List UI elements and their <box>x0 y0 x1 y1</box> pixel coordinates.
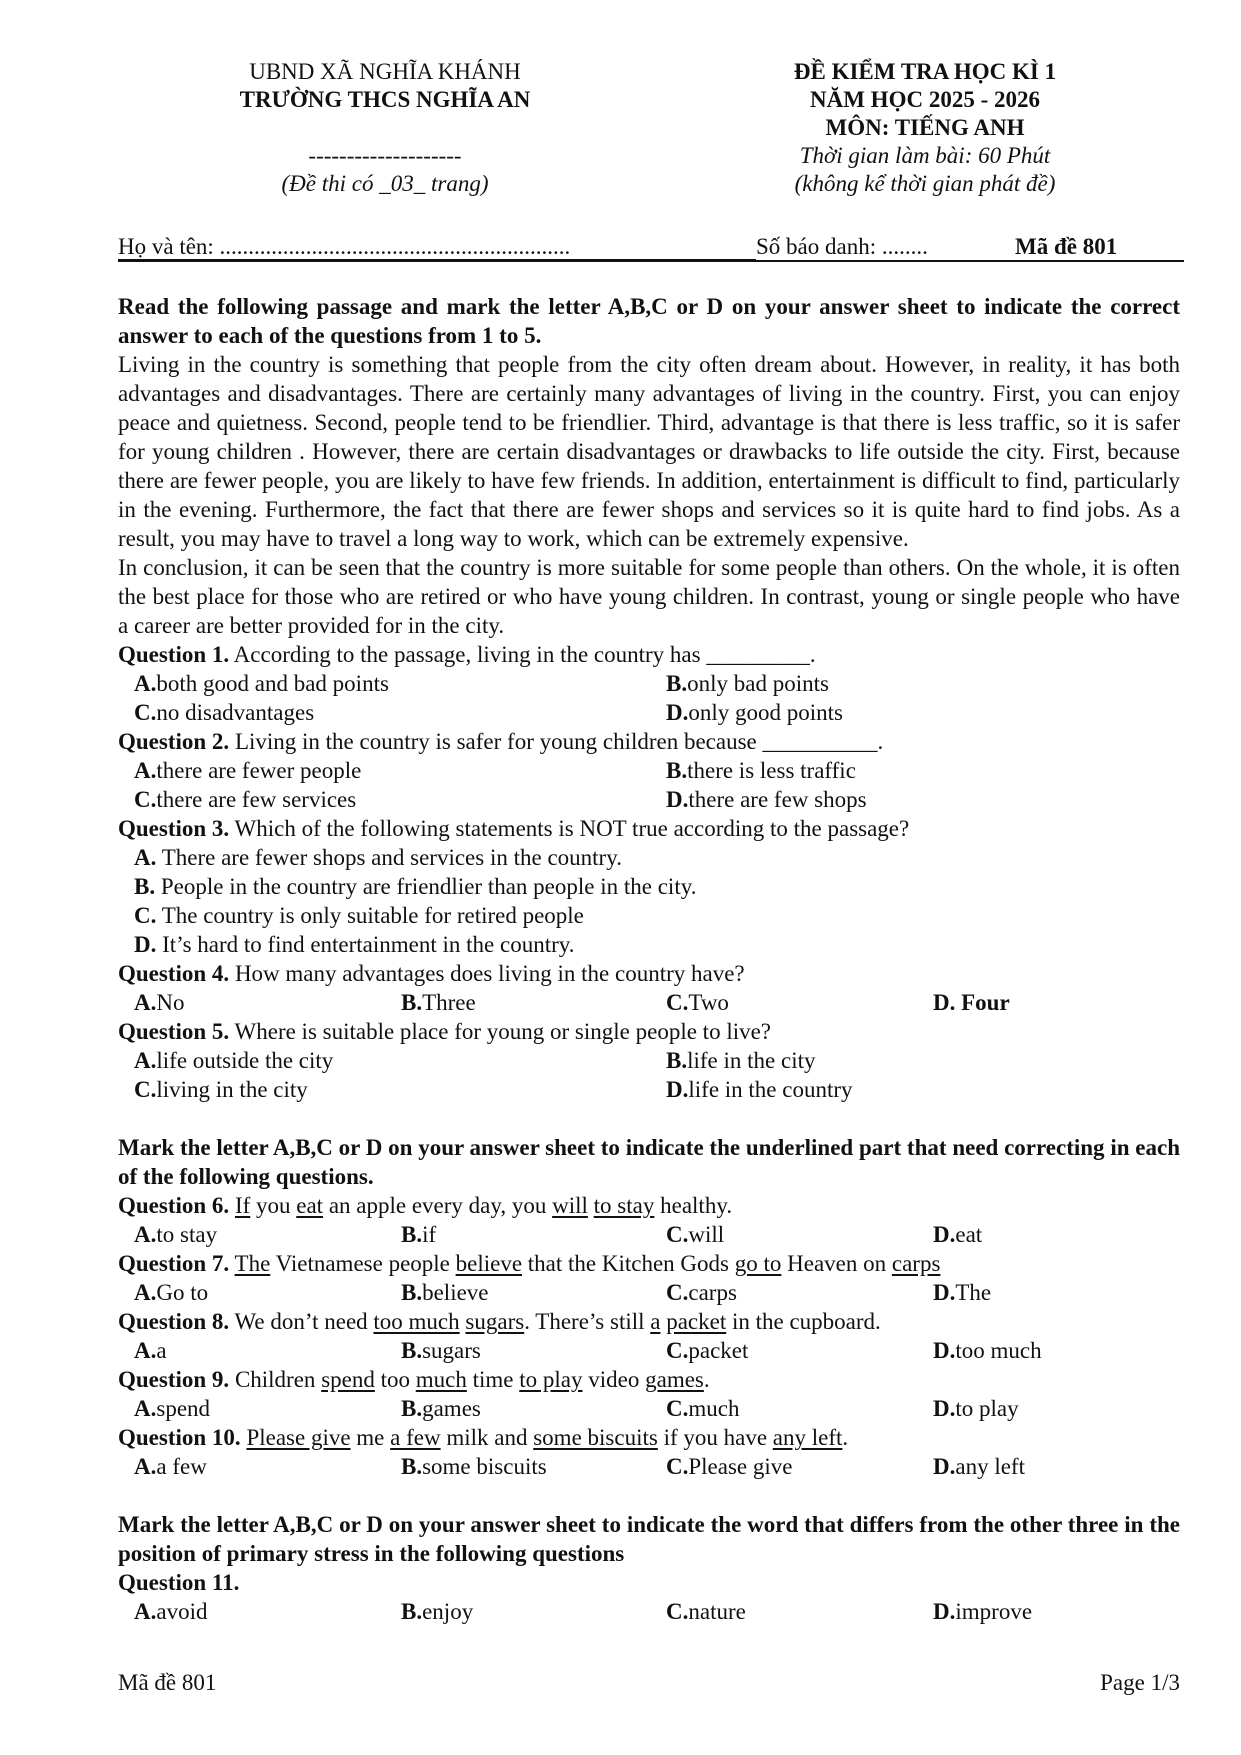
subject: MÔN: TIẾNG ANH <box>825 115 1025 140</box>
school-name: TRƯỜNG THCS NGHĨA AN <box>239 87 531 112</box>
question-10: Question 10. Please give me a few milk and some biscuits if you have any left. <box>118 1425 849 1450</box>
option-b: B. there is less traffic <box>666 758 856 783</box>
option-d: D. improve <box>933 1599 1033 1624</box>
question-6: Question 6. If you eat an apple every day, you will to stay healthy. <box>118 1193 733 1218</box>
option-b: B. life in the city <box>666 1048 816 1073</box>
question-3: Question 3. Which of the following statements is NOT true according to the passage? <box>118 816 910 841</box>
question-2-options-row-1 <box>118 756 1180 785</box>
student-name-field: Họ và tên: ............................................................. <box>118 234 571 259</box>
exam-code: Mã đề 801 <box>1015 234 1118 259</box>
student-info-line <box>118 232 1184 262</box>
option-d: D. Four <box>933 990 1010 1015</box>
section-spacer <box>118 1481 1180 1510</box>
option-a: A. there are fewer people <box>134 758 362 783</box>
question-2-options-row-2 <box>118 785 1180 814</box>
option-a: A. both good and bad points <box>134 671 389 696</box>
error-identification-instruction: Mark the letter A,B,C or D on your answer sheet to indicate the underlined part that need correcting in each of the following questions. <box>118 1135 1180 1189</box>
option-a: A. a few <box>134 1454 207 1479</box>
option-d: D. to play <box>933 1396 1019 1421</box>
page-number: Page 1/3 <box>1100 1670 1180 1695</box>
question-4: Question 4. How many advantages does living in the country have? <box>118 961 745 986</box>
duration-note: (không kể thời gian phát đề) <box>794 171 1056 196</box>
option-d: D. The <box>933 1280 992 1305</box>
option-d: D. only good points <box>666 700 843 725</box>
question-8: Question 8. We don’t need too much sugars. There’s still a packet in the cupboard. <box>118 1309 881 1334</box>
option-b: B. games <box>401 1396 481 1421</box>
option-b: B. enjoy <box>401 1599 474 1624</box>
school-header <box>200 58 570 198</box>
option-c: C. there are few services <box>134 787 357 812</box>
question-1-options-row-2 <box>118 698 1180 727</box>
committee-name: UBND XÃ NGHĨA KHÁNH <box>249 59 521 84</box>
question-7: Question 7. The Vietnamese people believe that the Kitchen Gods go to Heaven on carps <box>118 1251 941 1276</box>
page-footer <box>118 1668 1180 1698</box>
exam-content <box>118 292 1180 1626</box>
option-c: C. Two <box>666 990 729 1015</box>
option-a: A. life outside the city <box>134 1048 334 1073</box>
option-d: D. too much <box>933 1338 1042 1363</box>
option-d: D. any left <box>933 1454 1025 1479</box>
option-a: A. There are fewer shops and services in the country. <box>134 845 622 870</box>
candidate-number-field: Số báo danh: ........ <box>756 234 928 259</box>
question-2: Question 2. Living in the country is safer for young children because __________. <box>118 729 884 754</box>
option-c: C. The country is only suitable for retired people <box>134 903 584 928</box>
option-b: B. only bad points <box>666 671 829 696</box>
option-b: B. believe <box>401 1280 489 1305</box>
option-c: C. living in the city <box>134 1077 308 1102</box>
question-11-options <box>118 1597 1180 1626</box>
question-8-options <box>118 1336 1180 1365</box>
question-10-options <box>118 1452 1180 1481</box>
footer-exam-code: Mã đề 801 <box>118 1670 217 1695</box>
option-a: A. a <box>134 1338 167 1363</box>
option-a: A. spend <box>134 1396 211 1421</box>
stress-instruction: Mark the letter A,B,C or D on your answer sheet to indicate the word that differs from the other three in the position of primary stress in the following questions <box>118 1512 1180 1566</box>
option-c: C. no disadvantages <box>134 700 315 725</box>
option-b: B. Three <box>401 990 476 1015</box>
question-9-options <box>118 1394 1180 1423</box>
option-b: B. sugars <box>401 1338 481 1363</box>
option-a: A. Go to <box>134 1280 209 1305</box>
exam-duration: Thời gian làm bài: 60 Phút <box>799 143 1051 168</box>
question-5: Question 5. Where is suitable place for young or single people to live? <box>118 1019 772 1044</box>
option-c: C. will <box>666 1222 725 1247</box>
question-6-options <box>118 1220 1180 1249</box>
question-9: Question 9. Children spend too much time to play video games. <box>118 1367 710 1392</box>
option-d: D. there are few shops <box>666 787 867 812</box>
question-5-options-row-1 <box>118 1046 1180 1075</box>
passage-paragraph-1: Living in the country is something that people from the city often dream about. However, in reality, it has both advantages and disadvantages. There are certainly many advantages of living in the country. First, you can enjoy peace and quietness. Second, people tend to be friendlier. Third, advantage is that there is less traffic, so it is safer for young children . However, there are certain disadvantages or drawbacks to life outside the city. First, because there are fewer people, you are likely to have few friends. In addition, entertainment is difficult to find, particularly in the evening. Furthermore, the fact that there are fewer shops and services so it is quite hard to find jobs. As a result, you may have to travel a long way to work, which can be extremely expensive. <box>118 352 1180 551</box>
option-b: B. if <box>401 1222 437 1247</box>
option-d: D. It’s hard to find entertainment in the country. <box>134 932 575 957</box>
exam-header <box>730 58 1120 198</box>
option-d: D. eat <box>933 1222 983 1247</box>
option-c: C. packet <box>666 1338 749 1363</box>
header-dashes: -------------------- <box>308 143 462 168</box>
option-a: A. No <box>134 990 185 1015</box>
reading-instruction: Read the following passage and mark the letter A,B,C or D on your answer sheet to indicate the correct answer to each of the questions from 1 to 5. <box>118 294 1180 348</box>
option-c: C. Please give <box>666 1454 793 1479</box>
option-b: B. People in the country are friendlier than people in the city. <box>134 874 697 899</box>
question-11: Question 11. <box>118 1570 240 1595</box>
option-c: C. nature <box>666 1599 746 1624</box>
question-5-options-row-2 <box>118 1075 1180 1104</box>
option-a: A. avoid <box>134 1599 208 1624</box>
option-d: D. life in the country <box>666 1077 853 1102</box>
question-7-options <box>118 1278 1180 1307</box>
option-c: C. much <box>666 1396 740 1421</box>
question-4-options <box>118 988 1180 1017</box>
passage-paragraph-2: In conclusion, it can be seen that the country is more suitable for some people than others. On the whole, it is often the best place for those who are retired or who have young children. In contrast, young or single people who have a career are better provided for in the city. <box>118 555 1180 638</box>
section-spacer <box>118 1104 1180 1133</box>
option-a: A. to stay <box>134 1222 218 1247</box>
question-1: Question 1. According to the passage, living in the country has _________. <box>118 642 816 667</box>
option-c: C. carps <box>666 1280 737 1305</box>
exam-title: ĐỀ KIỂM TRA HỌC KÌ 1 <box>793 59 1057 84</box>
school-year: NĂM HỌC 2025 - 2026 <box>810 87 1040 112</box>
question-1-options-row-1 <box>118 669 1180 698</box>
page-count-note: (Đề thi có _03_ trang) <box>281 171 489 196</box>
option-b: B. some biscuits <box>401 1454 547 1479</box>
